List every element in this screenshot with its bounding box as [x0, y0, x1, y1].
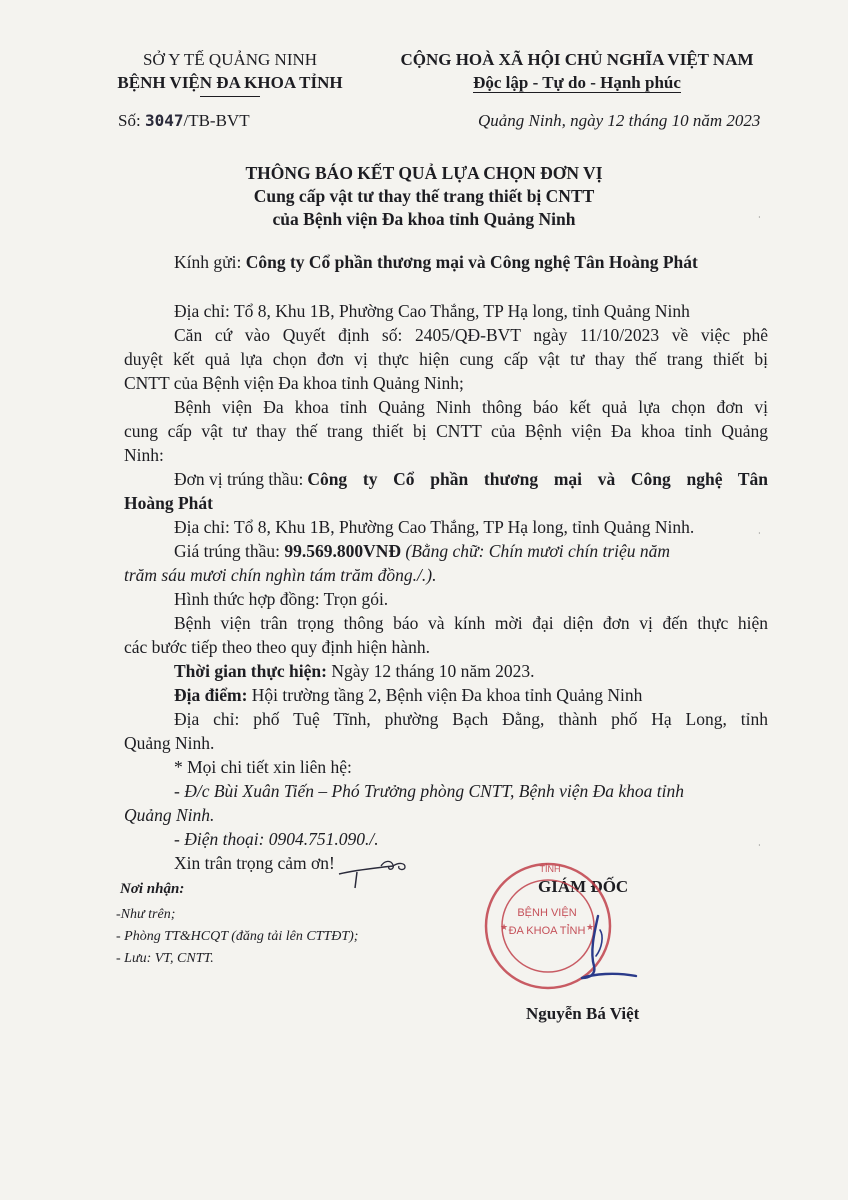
stamp-line-2: ĐA KHOA TỈNH [508, 925, 586, 937]
contract-type: Hình thức hợp đồng: Trọn gói. [174, 589, 389, 609]
document-number-handwritten: 3047 [144, 111, 184, 130]
contact-person-line-2: Quảng Ninh. [124, 805, 215, 825]
recipients-list [116, 904, 358, 970]
notice-line-3: Ninh: [124, 445, 164, 465]
time-label: Thời gian thực hiện: [174, 661, 327, 681]
signer-name: Nguyễn Bá Việt [526, 1004, 640, 1023]
document-title: THÔNG BÁO KẾT QUẢ LỰA CHỌN ĐƠN VỊ [245, 163, 603, 183]
contact-phone: - Điện thoại: 0904.751.090./. [174, 829, 379, 849]
national-motto-text: Độc lập - Tự do - Hạnh phúc [473, 73, 681, 92]
contact-person-line-1: - Đ/c Bùi Xuân Tiến – Phó Trưởng phòng CNTT, Bệnh viện Đa khoa tỉnh [174, 781, 685, 801]
winner-label: Đơn vị trúng thầu: [174, 469, 304, 489]
svg-text:★: ★ [586, 922, 595, 932]
svg-text:★: ★ [500, 922, 509, 932]
notice-line-2: cung cấp vật tư thay thế trang thiết bị CNTT của Bệnh viện Đa khoa tỉnh Quảng [124, 421, 768, 441]
thanks-line: Xin trân trọng cảm ơn! [174, 853, 335, 873]
issue-date: Quảng Ninh, ngày 12 tháng 10 năm 2023 [478, 111, 761, 130]
signer-position: GIÁM ĐỐC [538, 877, 629, 896]
winner-line-1 [174, 467, 768, 491]
recipient-item: - Lưu: VT, CNTT. [116, 951, 214, 966]
national-title: CỘNG HOÀ XÃ HỘI CHỦ NGHĨA VIỆT NAM [400, 50, 754, 69]
invite-line-2: các bước tiếp theo theo quy định hiện hành. [124, 637, 430, 657]
document-subtitle-1: Cung cấp vật tư thay thế trang thiết bị CNTT [253, 186, 595, 206]
recipient-label: Kính gửi: [174, 252, 246, 272]
price-words-1: (Bằng chữ: Chín mươi chín triệu năm [401, 541, 671, 561]
document-number [118, 111, 250, 131]
initials-mark-icon [335, 852, 415, 892]
margin-mark: · [758, 213, 761, 222]
address-1: Địa chỉ: Tổ 8, Khu 1B, Phường Cao Thắng, TP Hạ long, tỉnh Quảng Ninh [174, 301, 690, 321]
recipient-item: - Phòng TT&HCQT (đăng tải lên CTTĐT); [116, 929, 359, 944]
margin-mark: · [758, 841, 761, 850]
place-line [174, 683, 642, 707]
national-motto [372, 73, 782, 93]
price-value: 99.569.800VNĐ [284, 541, 401, 561]
recipient-name: Công ty Cổ phần thương mại và Công nghệ Tân Hoàng Phát [245, 252, 698, 272]
price-words-2: trăm sáu mươi chín nghìn tám trăm đồng./.). [124, 565, 437, 585]
hospital-name: BỆNH VIỆN ĐA KHOA TỈNH [117, 73, 343, 92]
basis-line-3: CNTT của Bệnh viện Đa khoa tỉnh Quảng Ninh; [124, 373, 464, 393]
basis-line-2: duyệt kết quả lựa chọn đơn vị thực hiện cung cấp vật tư thay thế trang thiết bị [124, 349, 768, 369]
winner-name-part-2: Hoàng Phát [124, 493, 213, 513]
price-label: Giá trúng thầu: [174, 541, 285, 561]
address-3-line-1: Địa chỉ: phố Tuệ Tĩnh, phường Bạch Đằng, thành phố Hạ Long, tỉnh [174, 709, 768, 729]
address-3-line-2: Quảng Ninh. [124, 733, 215, 753]
address-2: Địa chỉ: Tổ 8, Khu 1B, Phường Cao Thắng, TP Hạ long, tỉnh Quảng Ninh. [174, 517, 695, 537]
winner-name-part-1: Công ty Cổ phần thương mại và Công nghệ Tân [307, 469, 768, 489]
contact-intro: * Mọi chi tiết xin liên hệ: [174, 757, 352, 777]
place-label: Địa điểm: [174, 685, 248, 705]
signature-icon [560, 900, 650, 990]
price-line-1 [174, 539, 670, 563]
document-subtitle-2: của Bệnh viện Đa khoa tỉnh Quảng Ninh [272, 209, 576, 229]
document-number-prefix: Số: [118, 111, 145, 130]
time-line [174, 659, 534, 683]
time-value: Ngày 12 tháng 10 năm 2023. [326, 661, 535, 681]
recipients-title: Nơi nhận: [120, 881, 185, 897]
margin-mark: · [758, 529, 761, 538]
document-number-suffix: /TB-BVT [183, 111, 250, 130]
place-value: Hội trường tầng 2, Bệnh viện Đa khoa tỉnh Quảng Ninh [247, 685, 643, 705]
header-left-rule [200, 96, 260, 97]
stamp-line-1: BỆNH VIỆN [517, 907, 577, 919]
agency-name: SỞ Y TẾ QUẢNG NINH [142, 50, 318, 69]
notice-line-1: Bệnh viện Đa khoa tỉnh Quảng Ninh thông báo kết quả lựa chọn đơn vị [174, 397, 768, 417]
recipient-item: -Như trên; [116, 907, 176, 922]
recipient-line [174, 250, 698, 274]
invite-line-1: Bệnh viện trân trọng thông báo và kính mời đại diện đơn vị đến thực hiện [174, 613, 768, 633]
basis-line-1: Căn cứ vào Quyết định số: 2405/QĐ-BVT ngày 11/10/2023 về việc phê [174, 325, 768, 345]
stamp-top-text: TỈNH [539, 864, 561, 874]
